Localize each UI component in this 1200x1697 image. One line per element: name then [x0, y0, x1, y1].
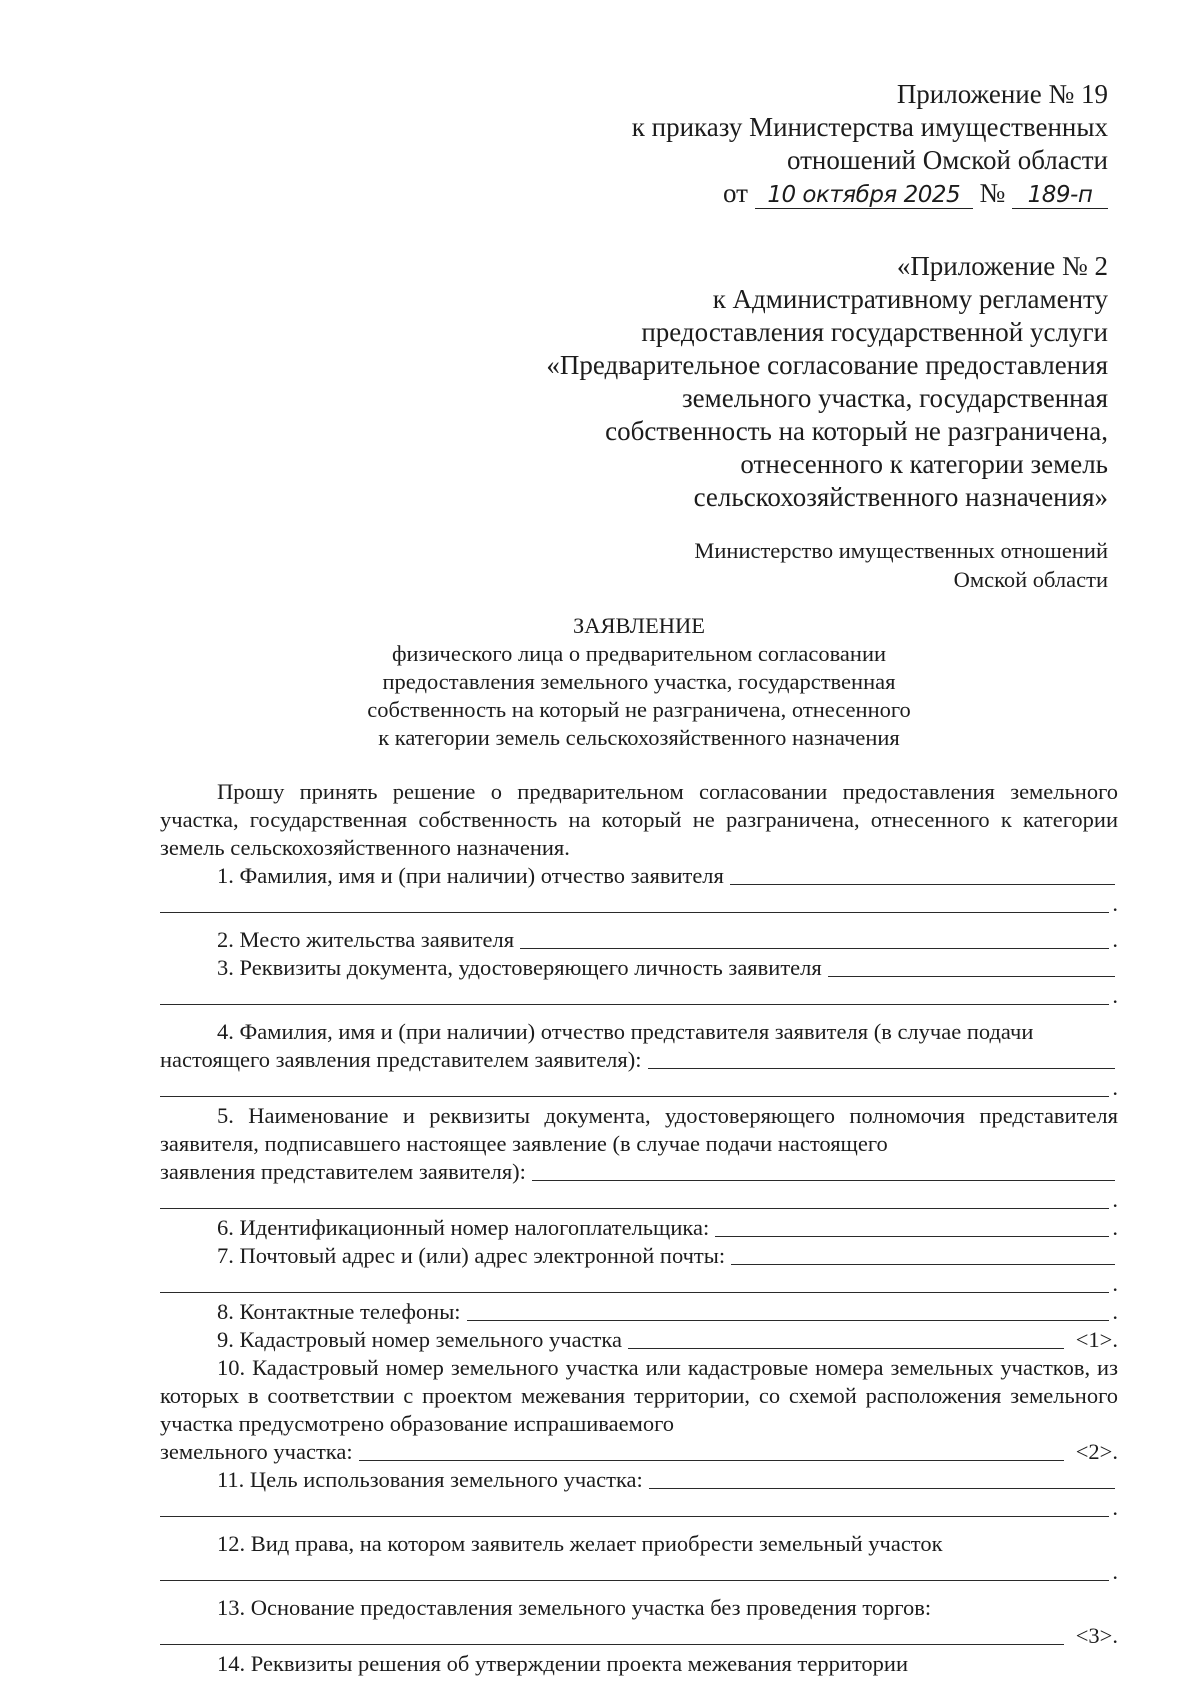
- intro-paragraph: Прошу принять решение о предварительном согласовании предоставления земельного участка, государственная собственность на который не разграничена, отнесенного к категории земель сельскохозяйственного назначения.: [160, 779, 1118, 860]
- handwritten-order-number: 189-п: [1012, 182, 1108, 209]
- footnote-ref: <2>.: [1075, 1439, 1118, 1464]
- id-document-input-cont[interactable]: [160, 1003, 1109, 1005]
- field-id-document-cont: .: [160, 982, 1118, 1010]
- annex-line: сельскохозяйственного назначения»: [693, 482, 1108, 512]
- field-label: заявления представителем заявителя):: [160, 1159, 526, 1184]
- field-label: 11. Цель использования земельного участка:: [217, 1467, 643, 1492]
- annex-line: «Приложение № 2: [896, 251, 1108, 281]
- field-id-document: [160, 954, 1118, 982]
- field-applicant-name-cont: .: [160, 890, 1118, 918]
- annex-line: отнесенного к категории земель: [740, 449, 1108, 479]
- field-label: 6. Идентификационный номер налогоплательщика:: [217, 1215, 710, 1240]
- field-label: земельного участка:: [160, 1439, 353, 1464]
- field-label: 2. Место жительства заявителя: [217, 927, 515, 952]
- postal-email-input-cont[interactable]: [160, 1291, 1109, 1293]
- cadastral-number-input[interactable]: [628, 1347, 1064, 1349]
- application-body: [160, 778, 1118, 1678]
- postal-email-input[interactable]: [731, 1263, 1115, 1265]
- number-label: №: [979, 178, 1006, 208]
- field-representative-authority: [160, 1158, 1118, 1186]
- annex-line: предоставления государственной услуги: [641, 317, 1108, 347]
- field-label: 3. Реквизиты документа, удостоверяющего личность заявителя: [217, 955, 822, 980]
- order-reference-cont: отношений Омской области: [786, 145, 1108, 175]
- date-prefix: от: [723, 178, 748, 208]
- field-label: 4. Фамилия, имя и (при наличии) отчество представителя заявителя (в случае подачи: [217, 1019, 1034, 1044]
- residence-input[interactable]: [520, 947, 1109, 949]
- field-purpose: [160, 1466, 1118, 1494]
- field-label: 13. Основание предоставления земельного участка без проведения торгов:: [217, 1595, 932, 1620]
- annex-line: собственность на который не разграничена,: [605, 416, 1108, 446]
- field-right-type: [160, 1530, 1118, 1558]
- annex-line: к Административному регламенту: [712, 284, 1108, 314]
- applicant-name-input-cont[interactable]: [160, 911, 1109, 913]
- representative-authority-input[interactable]: [532, 1179, 1115, 1181]
- field-basis-cont: [160, 1622, 1118, 1650]
- order-appendix-header: [632, 78, 1108, 210]
- field-inn: 6. Идентификационный номер налогоплательщика: .: [217, 1215, 1118, 1240]
- footnote-ref: <3>.: [1075, 1623, 1118, 1648]
- field-label: 9. Кадастровый номер земельного участка: [217, 1327, 622, 1352]
- field-source-parcels: [160, 1438, 1118, 1466]
- field-applicant-name: [160, 862, 1118, 890]
- field-postal-email: [160, 1242, 1118, 1270]
- representative-name-input-cont[interactable]: [160, 1095, 1109, 1097]
- purpose-input[interactable]: [649, 1487, 1115, 1489]
- regulation-annex-header: [546, 250, 1108, 514]
- field-right-type-cont: .: [160, 1558, 1118, 1586]
- field-residence: 2. Место жительства заявителя .: [217, 927, 1118, 952]
- title-line: физического лица о предварительном согласовании: [391, 641, 887, 666]
- field-survey-decision: [160, 1650, 1118, 1678]
- title-line: к категории земель сельскохозяйственного назначения: [378, 725, 900, 750]
- applicant-name-input[interactable]: [730, 883, 1115, 885]
- field-source-parcels-label: 10. Кадастровый номер земельного участка или кадастровые номера земельных участков, из которых в соответствии с проектом межевания территории, со схемой расположения земельного участка предусмотрено образование испрашиваемого: [160, 1355, 1118, 1436]
- purpose-input-cont[interactable]: [160, 1515, 1109, 1517]
- representative-authority-input-cont[interactable]: [160, 1207, 1109, 1209]
- inn-input[interactable]: [715, 1235, 1109, 1237]
- field-representative-authority-label: 5. Наименование и реквизиты документа, удостоверяющего полномочия представителя заявителя, подписавшего настоящее заявление (в случае подачи настоящего: [160, 1103, 1118, 1156]
- field-phones: 8. Контактные телефоны: .: [217, 1299, 1118, 1324]
- footnote-ref: <1>.: [1075, 1327, 1118, 1352]
- id-document-input[interactable]: [828, 975, 1115, 977]
- addressee: [694, 536, 1108, 594]
- field-label: 7. Почтовый адрес и (или) адрес электронной почты:: [217, 1243, 726, 1268]
- field-label: 1. Фамилия, имя и (при наличии) отчество заявителя: [217, 863, 724, 888]
- field-label: 8. Контактные телефоны:: [217, 1299, 461, 1324]
- phones-input[interactable]: [467, 1319, 1110, 1321]
- handwritten-date: 10 октября 2025: [755, 182, 973, 209]
- right-type-input[interactable]: [160, 1579, 1109, 1581]
- field-representative-authority-cont: .: [160, 1186, 1118, 1214]
- document-title: [160, 612, 1118, 752]
- annex-line: земельного участка, государственная: [681, 383, 1108, 413]
- source-parcels-input[interactable]: [359, 1459, 1064, 1461]
- annex-line: «Предварительное согласование предоставления: [546, 350, 1108, 380]
- representative-name-input[interactable]: [648, 1067, 1116, 1069]
- field-representative-name-line: [160, 1046, 1118, 1074]
- addressee-line: Министерство имущественных отношений: [694, 538, 1108, 563]
- field-representative-name-cont: .: [160, 1074, 1118, 1102]
- field-label: 12. Вид права, на котором заявитель желает приобрести земельный участок: [217, 1531, 943, 1556]
- appendix-number: Приложение № 19: [896, 79, 1108, 109]
- title-line: собственность на который не разграничена, отнесенного: [367, 697, 911, 722]
- field-representative-name: [160, 1018, 1118, 1046]
- field-cadastral-number: [160, 1326, 1118, 1354]
- title-main: ЗАЯВЛЕНИЕ: [573, 613, 705, 638]
- field-basis: [160, 1594, 1118, 1622]
- addressee-line: Омской области: [953, 567, 1108, 592]
- field-label: 14. Реквизиты решения об утверждении проекта межевания территории: [217, 1651, 908, 1676]
- field-label: настоящего заявления представителем заявителя):: [160, 1047, 642, 1072]
- field-postal-email-cont: .: [160, 1270, 1118, 1298]
- field-purpose-cont: .: [160, 1494, 1118, 1522]
- title-line: предоставления земельного участка, государственная: [382, 669, 896, 694]
- order-date-line: [632, 177, 1108, 210]
- order-reference: к приказу Министерства имущественных: [631, 112, 1108, 142]
- basis-input[interactable]: [160, 1643, 1064, 1645]
